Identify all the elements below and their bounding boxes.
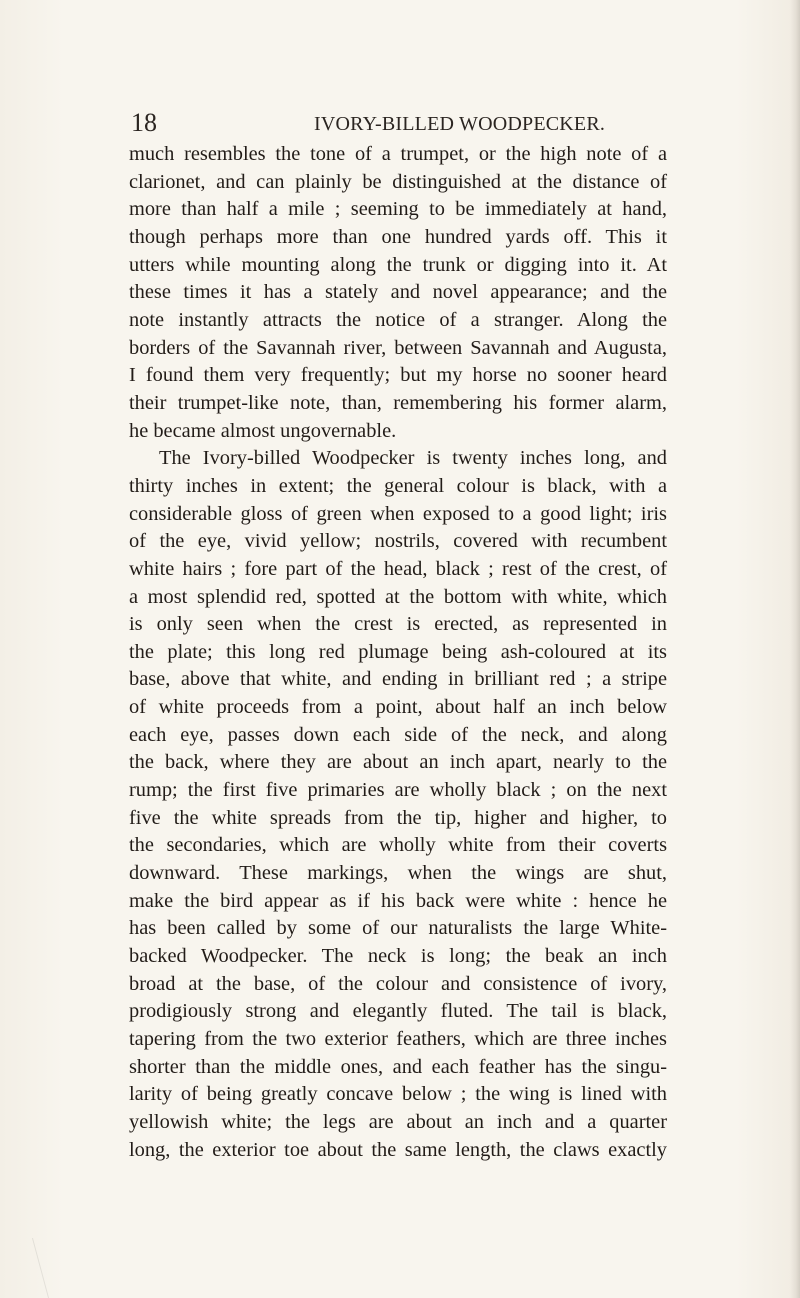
text-line: downward. These markings, when the wings are shut,: [129, 862, 667, 885]
text-line: the secondaries, which are wholly white from their coverts: [129, 834, 667, 857]
text-line: the back, where they are about an inch apart, nearly to the: [129, 751, 667, 774]
text-line: more than half a mile ; seeming to be immediately at hand,: [129, 198, 667, 221]
text-line: make the bird appear as if his back were white : hence he: [129, 889, 667, 912]
text-line: thirty inches in extent; the general colour is black, with a: [129, 474, 667, 497]
running-title: IVORY-BILLED WOODPECKER.: [314, 113, 606, 135]
text-line: note instantly attracts the notice of a stranger. Along the: [129, 308, 667, 331]
text-line: is only seen when the crest is erected, as represented in: [129, 613, 667, 636]
text-line: yellowish white; the legs are about an inch and a quarter: [129, 1110, 667, 1133]
text-line: backed Woodpecker. The neck is long; the beak an inch: [129, 945, 667, 968]
text-line: rump; the first five primaries are wholly black ; on the next: [129, 779, 667, 802]
page-number: 18: [131, 108, 157, 137]
text-line: their trumpet-like note, than, remembering his former alarm,: [129, 391, 667, 414]
running-head: [0, 108, 800, 138]
text-line: larity of being greatly concave below ; the wing is lined with: [129, 1083, 667, 1106]
text-line: of the eye, vivid yellow; nostrils, covered with recumbent: [129, 530, 667, 553]
text-line: long, the exterior toe about the same length, the claws exactly: [129, 1138, 667, 1161]
text-line: five the white spreads from the tip, higher and higher, to: [129, 806, 667, 829]
text-line: he became almost ungovernable.: [129, 419, 397, 442]
text-line: white hairs ; fore part of the head, black ; rest of the crest, of: [129, 557, 667, 580]
text-line: these times it has a stately and novel appearance; and the: [129, 281, 667, 304]
text-line: a most splendid red, spotted at the bottom with white, which: [129, 585, 667, 608]
body-text: [129, 141, 667, 1164]
page-edge-shadow: [790, 0, 800, 1298]
paragraph-start-line: The Ivory-billed Woodpecker is twenty inches long, and: [159, 447, 667, 470]
text-line: though perhaps more than one hundred yards off. This it: [129, 225, 667, 248]
text-line: has been called by some of our naturalists the large White-: [129, 917, 667, 940]
text-line: utters while mounting along the trunk or digging into it. At: [129, 253, 667, 276]
text-line: I found them very frequently; but my horse no sooner heard: [129, 364, 667, 387]
text-line: of white proceeds from a point, about half an inch below: [129, 696, 667, 719]
text-line: the plate; this long red plumage being ash-coloured at its: [129, 640, 667, 663]
text-line: broad at the base, of the colour and consistence of ivory,: [129, 972, 667, 995]
text-line: shorter than the middle ones, and each feather has the singu-: [129, 1055, 667, 1078]
text-line: clarionet, and can plainly be distinguished at the distance of: [129, 170, 667, 193]
text-line: much resembles the tone of a trumpet, or the high note of a: [129, 143, 667, 165]
text-line: considerable gloss of green when exposed to a good light; iris: [129, 502, 667, 525]
text-line: tapering from the two exterior feathers, which are three inches: [129, 1028, 667, 1050]
text-line: borders of the Savannah river, between Savannah and Augusta,: [129, 336, 667, 359]
paper-crease-mark: [32, 1238, 67, 1298]
text-line: each eye, passes down each side of the neck, and along: [129, 723, 667, 746]
text-line: base, above that white, and ending in brilliant red ; a stripe: [129, 668, 667, 691]
text-line: prodigiously strong and elegantly fluted. The tail is black,: [129, 1000, 667, 1023]
